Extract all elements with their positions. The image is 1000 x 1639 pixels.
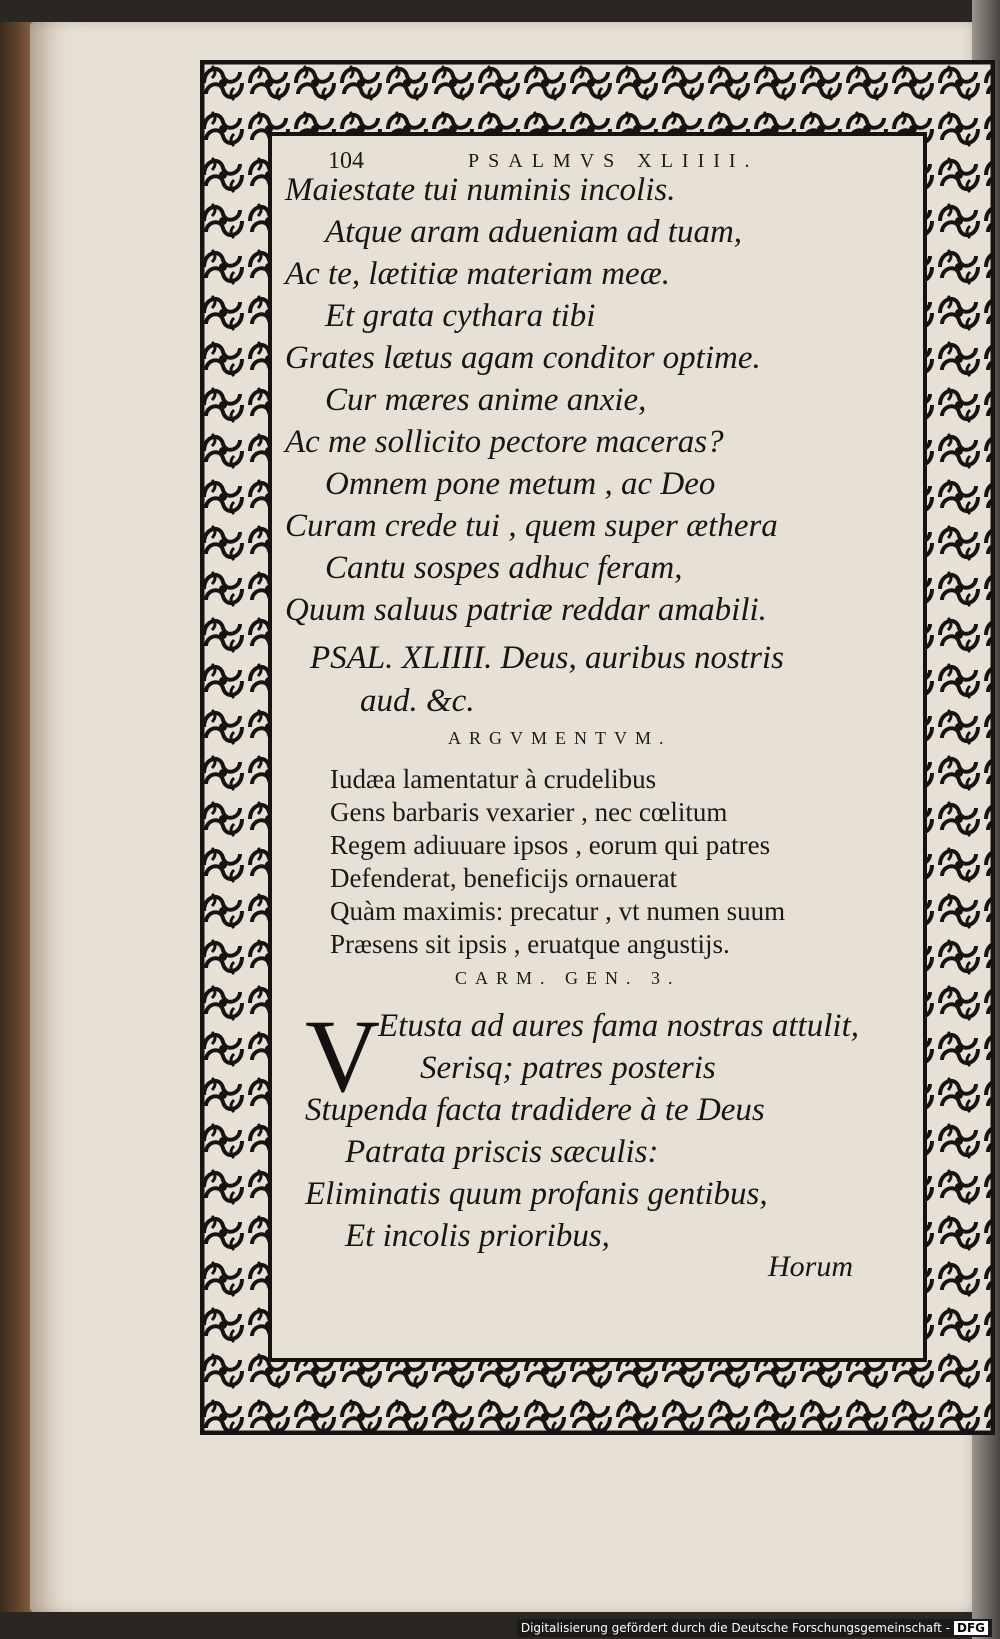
verse-line: Eliminatis quum profanis gentibus, [305, 1176, 768, 1212]
poem-line: Omnem pone metum , ac Deo [325, 466, 716, 502]
argument-line: Præsens sit ipsis , eruatque angustijs. [330, 929, 730, 959]
poem-line: Et grata cythara tibi [325, 298, 596, 334]
poem-line: Atque aram adueniam ad tuam, [325, 214, 743, 250]
poem-line: Ac te, lætitiæ materiam meæ. [285, 256, 670, 292]
running-head: PSALMVS XLIIII. [468, 150, 759, 172]
carmen-heading: CARM. GEN. 3. [455, 968, 681, 988]
verse-line: Et incolis prioribus, [345, 1218, 610, 1254]
poem-line: Ac me sollicito pectore maceras? [285, 424, 724, 460]
verse-line: Patrata priscis sæculis: [345, 1134, 659, 1170]
poem-line: Quum saluus patriæ reddar amabili. [285, 592, 767, 628]
argument-line: Regem adiuuare ipsos , eorum qui patres [330, 830, 771, 860]
drop-cap: V [305, 999, 381, 1114]
argument-line: Defenderat, beneficijs ornauerat [330, 863, 678, 893]
poem-line: Cantu sospes adhuc feram, [325, 550, 683, 586]
poem-line: Maiestate tui numinis incolis. [285, 172, 676, 208]
dfg-logo: DFG [954, 1621, 988, 1635]
argument-line: Quàm maximis: precatur , vt numen suum [330, 896, 786, 926]
verse-line: Stupenda facta tradidere à te Deus [305, 1092, 765, 1128]
poem-line: Cur mæres anime anxie, [325, 382, 647, 418]
argument-line: Gens barbaris vexarier , nec cœlitum [330, 797, 728, 827]
argument-line: Iudæa lamentatur à crudelibus [330, 764, 657, 794]
digitization-credit [517, 1619, 992, 1637]
catchword: Horum [768, 1250, 854, 1283]
page-number: 104 [328, 148, 364, 174]
argument-heading: ARGVMENTVM. [448, 728, 672, 748]
poem-line: Grates lætus agam conditor optime. [285, 340, 761, 376]
poem-line: Curam crede tui , quem super æthera [285, 508, 778, 544]
psalm-title-cont: aud. &c. [360, 683, 475, 719]
verse-line: Etusta ad aures fama nostras attulit, [378, 1008, 859, 1044]
credit-text: Digitalisierung gefördert durch die Deutsche Forschungsgemeinschaft - [520, 1621, 950, 1635]
verse-line: Serisq; patres posteris [420, 1050, 716, 1086]
psalm-title: PSAL. XLIIII. Deus, auribus nostris [310, 640, 784, 676]
